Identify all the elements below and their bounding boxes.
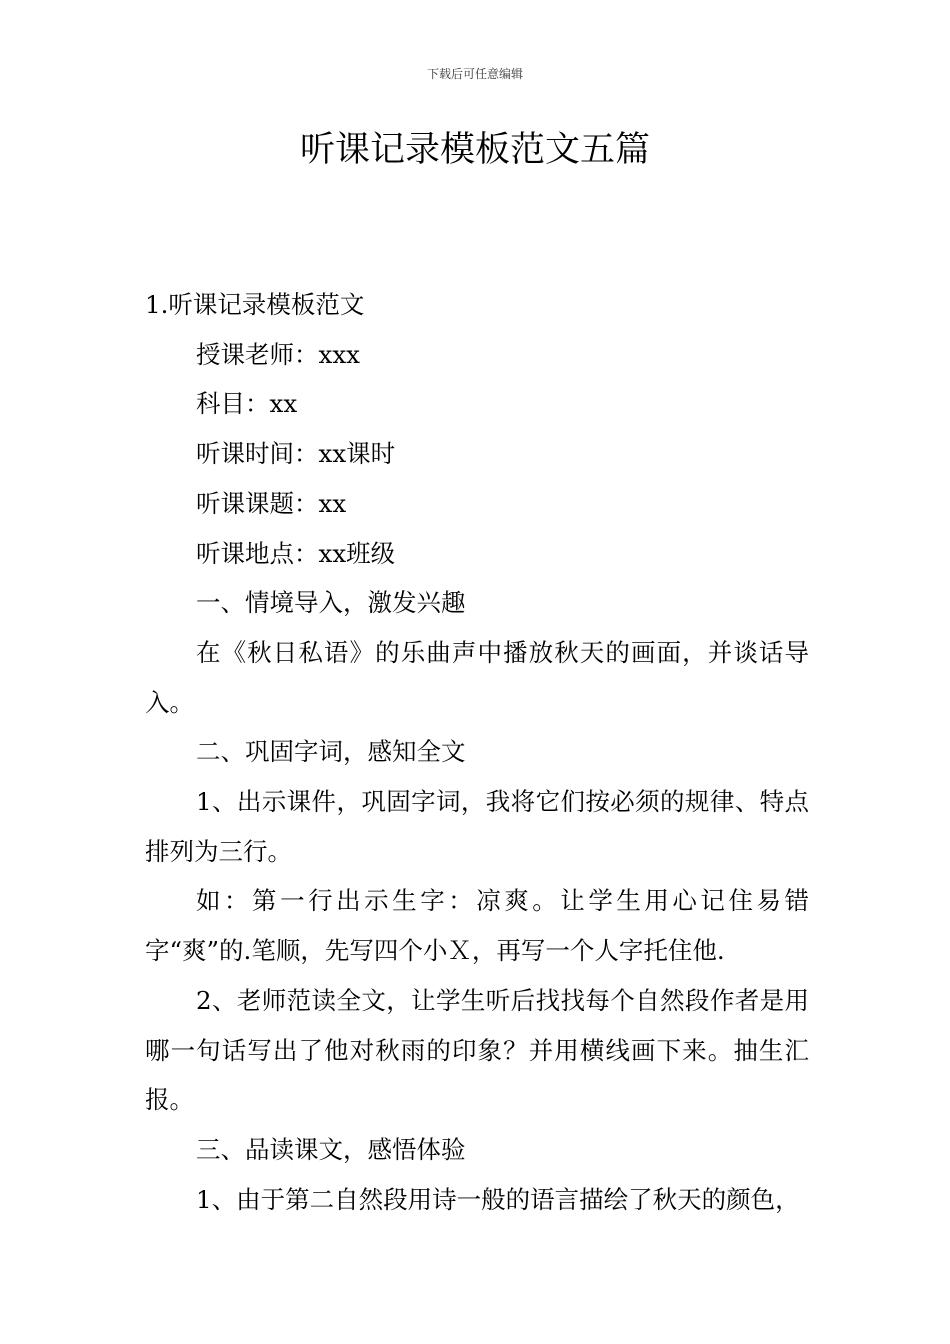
part-two-item-1: 1、出示课件，巩固字词，我将它们按必须的规律、特点排列为三行。: [145, 787, 809, 866]
part-three-heading: 三、品读课文，感悟体验: [196, 1134, 466, 1164]
part-two-item-2: 2、老师范读全文，让学生听后找找每个自然段作者是用哪一句话写出了他对秋雨的印象？并用横线画下来。抽生汇报。: [145, 985, 809, 1115]
section-heading: 1.听课记录模板范文: [145, 290, 365, 319]
part-one-heading: 一、情境导入，激发兴趣: [196, 588, 466, 618]
location-line: 听课地点：xx班级: [196, 538, 396, 568]
header-note: 下载后可任意编辑: [426, 67, 523, 81]
document-body: [145, 280, 809, 1224]
document-title: 听课记录模板范文五篇: [299, 130, 650, 170]
part-two-example: 如：第一行出示生字：凉爽。让学生用心记住易错字“爽”的.笔顺，先写四个小Ｘ，再写一个人字托住他.: [145, 886, 809, 966]
subject-line: 科目：xx: [196, 389, 298, 419]
class-time-line: 听课时间：xx课时: [196, 439, 396, 469]
teacher-line: 授课老师：xxx: [196, 339, 360, 369]
lesson-topic-line: 听课课题：xx: [196, 488, 347, 518]
part-two-heading: 二、巩固字词，感知全文: [196, 737, 466, 767]
part-one-paragraph: 在《秋日私语》的乐曲声中播放秋天的画面，并谈话导入。: [145, 637, 809, 717]
part-three-item-1: 1、由于第二自然段用诗一般的语言描绘了秋天的颜色，: [196, 1184, 800, 1214]
